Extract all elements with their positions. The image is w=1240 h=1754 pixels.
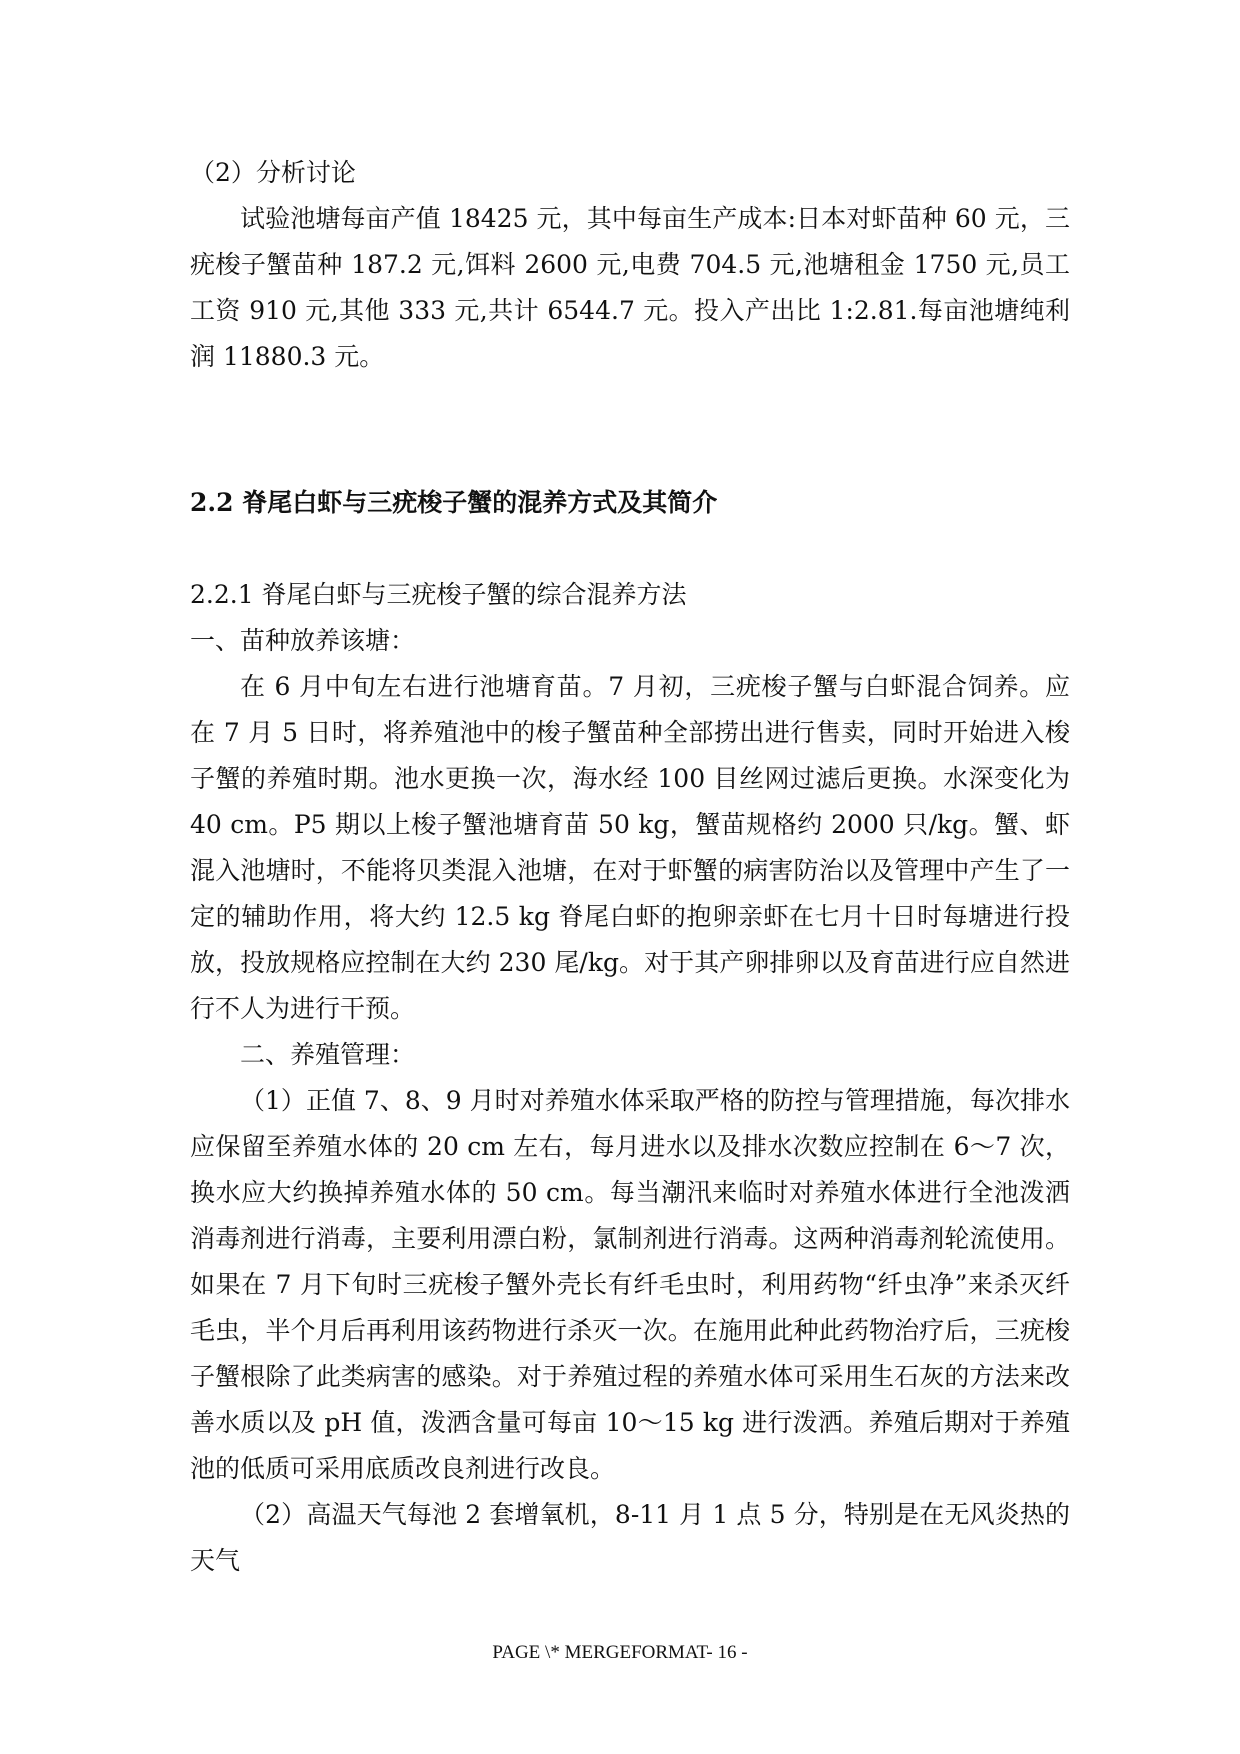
subheading-analysis: （2）分析讨论 [190, 158, 356, 187]
paragraph-management-1: （1）正值 7、8、9 月时对养殖水体采取严格的防控与管理措施，每次排水应保留至养殖水体的 20 cm 左右，每月进水以及排水次数应控制在 6～7 次，换水应大约换掉养殖水体的 50 cm。每当潮汛来临时对养殖水体进行全池泼洒消毒剂进行消毒，主要利用漂白粉，氯制剂进行消毒。这两种消毒剂轮流使用。如果在 7 月下旬时三疣梭子蟹外壳长有纤毛虫时，利用药物“纤虫净”来杀灭纤毛虫，半个月后再利用该药物进行杀灭一次。在施用此种此药物治疗后，三疣梭子蟹根除了此类病害的感染。对于养殖过程的养殖水体可采用生石灰的方法来改善水质以及 pH 值，泼洒含量可每亩 10～15 kg 进行泼洒。养殖后期对于养殖池的低质可采用底质改良剂进行改良。 [190, 1086, 1070, 1483]
page-content [190, 150, 1070, 1584]
page-footer: PAGE \* MERGEFORMAT- 16 - [492, 1642, 748, 1663]
paragraph-cost-analysis: 试验池塘每亩产值 18425 元，其中每亩生产成本:日本对虾苗种 60 元，三疣梭子蟹苗种 187.2 元,饵料 2600 元,电费 704.5 元,池塘租金 1750 元,员工工资 910 元,其他 333 元,共计 6544.7 元。投入产出比 1:2.81.每亩池塘纯利润 11880.3 元。 [190, 204, 1070, 371]
paragraph-stocking: 在 6 月中旬左右进行池塘育苗。7 月初，三疣梭子蟹与白虾混合饲养。应在 7 月 5 日时，将养殖池中的梭子蟹苗种全部捞出进行售卖，同时开始进入梭子蟹的养殖时期。池水更换一次，海水经 100 目丝网过滤后更换。水深变化为 40 cm。P5 期以上梭子蟹池塘育苗 50 kg，蟹苗规格约 2000 只/kg。蟹、虾混入池塘时，不能将贝类混入池塘，在对于虾蟹的病害防治以及管理中产生了一定的辅助作用，将大约 12.5 kg 脊尾白虾的抱卵亲虾在七月十日时每塘进行投放，投放规格应控制在大约 230 尾/kg。对于其产卵排卵以及育苗进行应自然进行不人为进行干预。 [190, 672, 1070, 1023]
item-heading-management: 二、养殖管理： [240, 1040, 416, 1069]
spacer [190, 526, 1070, 572]
subsection-heading-2-2-1: 2.2.1 脊尾白虾与三疣梭子蟹的综合混养方法 [190, 580, 687, 609]
section-heading-2-2: 2.2 脊尾白虾与三疣梭子蟹的混养方式及其简介 [190, 488, 718, 517]
paragraph-management-2: （2）高温天气每池 2 套增氧机，8-11 月 1 点 5 分，特别是在无风炎热的天气 [190, 1500, 1070, 1575]
spacer [190, 380, 1070, 480]
item-heading-stocking: 一、苗种放养该塘： [190, 626, 416, 655]
